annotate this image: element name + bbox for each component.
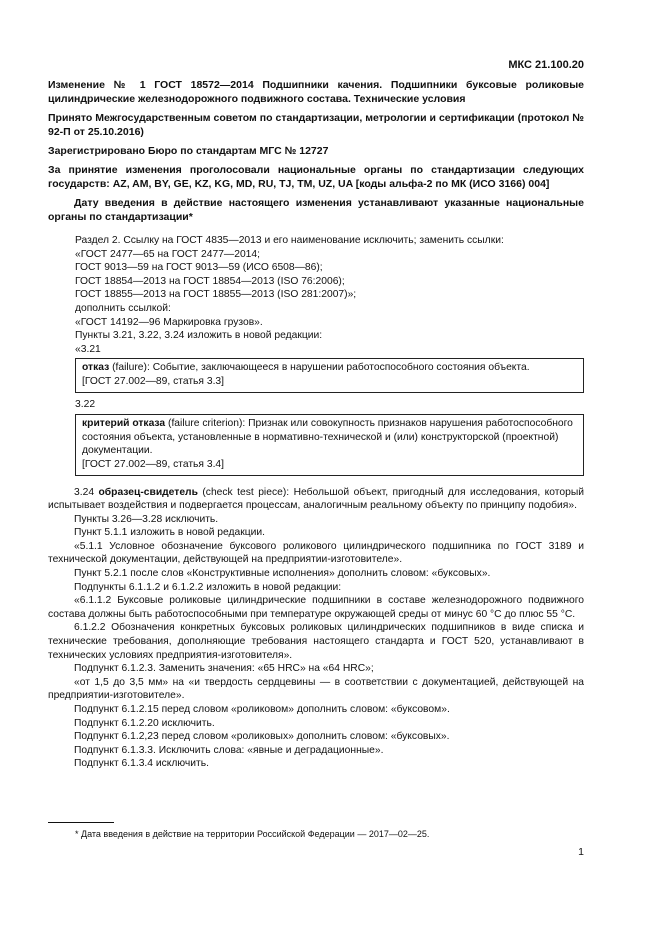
footnote: * Дата введения в действие на территории Российской Федерации — 2017—02—25. <box>75 829 430 839</box>
amendment-paragraph: Пункт 5.2.1 после слов «Конструктивные исполнения» дополнить словом: «буксовых». <box>74 568 491 580</box>
footnote-separator <box>48 822 114 823</box>
registered-statement: Зарегистрировано Бюро по стандартам МГС № 12727 <box>48 145 329 157</box>
amendment-paragraph: Подпункт 6.1.2.3. Заменить значения: «65 HRC» на «64 HRC»; <box>74 663 374 675</box>
adopted-statement: Принято Межгосударственным советом по стандартизации, метрологии и сертификации (протокол № 92-П от 25.10.2016) <box>48 112 584 138</box>
term-otkaz: отказ <box>82 362 110 374</box>
section2-line: «ГОСТ 14192—96 Маркировка грузов». <box>75 316 263 328</box>
amendment-paragraph: Подпункт 6.1.2.15 перед словом «роликовом» дополнить словом: «буксовом». <box>74 704 450 715</box>
definition-box-3-22 <box>75 414 584 475</box>
amendment-paragraph: Пункт 5.1.1 изложить в новой редакции. <box>74 527 266 539</box>
section2-line: ГОСТ 9013—59 на ГОСТ 9013—59 (ИСО 6508—86); <box>75 262 323 274</box>
amendment-paragraph: 6.1.2.2 Обозначения конкретных буксовых роликовых цилиндрических подшипников в виде списка и технические требования, дополняющие требования настоящего стандарта и ГОСТ 520, устанавливают в технических условиях предприятия-изготовителя». <box>48 622 584 661</box>
classification-code: МКС 21.100.20 <box>508 59 584 71</box>
section2-block <box>75 234 584 356</box>
amendment-paragraph: Подпункт 6.1.2.20 исключить. <box>74 717 215 729</box>
amendment-title: Изменение № 1 ГОСТ 18572—2014 Подшипники качения. Подшипники буксовые роликовые цилиндрические железнодорожного подвижного состава. Технические условия <box>48 79 584 105</box>
amendment-paragraph: «6.1.1.2 Буксовые роликовые цилиндрические подшипники в составе железнодорожного подвижного состава должны быть работоспособными при температуре окружающей среды от минус 60 °С до плюс 55 °С. <box>48 595 584 620</box>
amendment-paragraph: Подпункт 6.1.3.3. Исключить слова: «явные и деградационные». <box>74 744 384 756</box>
definition-text: (failure): Событие, заключающееся в нарушении работоспособного состояния объекта. <box>109 362 530 374</box>
definition-reference: [ГОСТ 27.002—89, статья 3.4] <box>82 458 225 470</box>
amendment-paragraph: Пункты 3.26—3.28 исключить. <box>74 513 219 525</box>
definition-text: (failure criterion): Признак или совокупность признаков нарушения работоспособного состояния объекта, установленные в нормативно-технической и (или) конструкторской (проектной) документации. <box>82 418 573 457</box>
section2-line: ГОСТ 18855—2013 на ГОСТ 18855—2013 (ISO 281:2007)»; <box>75 289 357 301</box>
term-obrazets-svidetel: образец-свидетель <box>98 486 198 498</box>
amendment-paragraph: «5.1.1 Условное обозначение буксового роликового цилиндрического подшипника по ГОСТ 3189 и технической документации, действующей на предприятии-изготовителе». <box>48 540 584 566</box>
effective-date-statement: Дату введения в действие настоящего изменения устанавливают указанные национальные органы по стандартизации* <box>48 197 584 223</box>
voted-statement: За принятие изменения проголосовали национальные органы по стандартизации следующих государств: AZ, AM, BY, GE, KZ, KG, MD, RU, TJ, TM, UZ, UA [коды альфа-2 по МК (ИСО 3166) 004] <box>48 164 584 190</box>
amendment-paragraph: Подпункт 6.1.3.4 исключить. <box>74 758 209 770</box>
section2-line: ГОСТ 18854—2013 на ГОСТ 18854—2013 (ISO 76:2006); <box>75 275 345 287</box>
section2-line: «ГОСТ 2477—65 на ГОСТ 2477—2014; <box>75 248 260 260</box>
amendment-paragraph: Подпункт 6.1.2,23 перед словом «роликовых» дополнить словом: «буксовых». <box>74 731 450 743</box>
section2-line: Раздел 2. Ссылку на ГОСТ 4835—2013 и его наименование исключить; заменить ссылки: <box>75 235 504 246</box>
document-body <box>48 0 584 771</box>
definition-box-3-21 <box>75 358 584 392</box>
clause-label-3-22: 3.22 <box>75 398 96 410</box>
section2-line: дополнить ссылкой: <box>75 302 171 314</box>
amendment-paragraph: Подпункты 6.1.1.2 и 6.1.2.2 изложить в новой редакции: <box>74 581 342 593</box>
clause-number: 3.24 <box>74 486 99 498</box>
page-number: 1 <box>578 846 584 858</box>
definition-reference: [ГОСТ 27.002—89, статья 3.3] <box>82 375 225 387</box>
section2-line: Пункты 3.21, 3.22, 3.24 изложить в новой редакции: <box>75 330 323 342</box>
amendment-items <box>48 513 584 771</box>
definition-3-24 <box>48 486 584 513</box>
amendment-paragraph: «от 1,5 до 3,5 мм» на «и твердость сердцевины — в соответствии с документацией, действующей на предприятии-изготовителе». <box>48 676 584 702</box>
section2-line: «3.21 <box>75 343 101 355</box>
definition-text: (check test piece): Небольшой объект, пригодный для исследования, который испытывает воздействия и подвергается процессам, аналогичным реальному объекту по принципу подобия». <box>48 486 584 512</box>
term-kriteriy-otkaza: критерий отказа <box>82 418 166 430</box>
